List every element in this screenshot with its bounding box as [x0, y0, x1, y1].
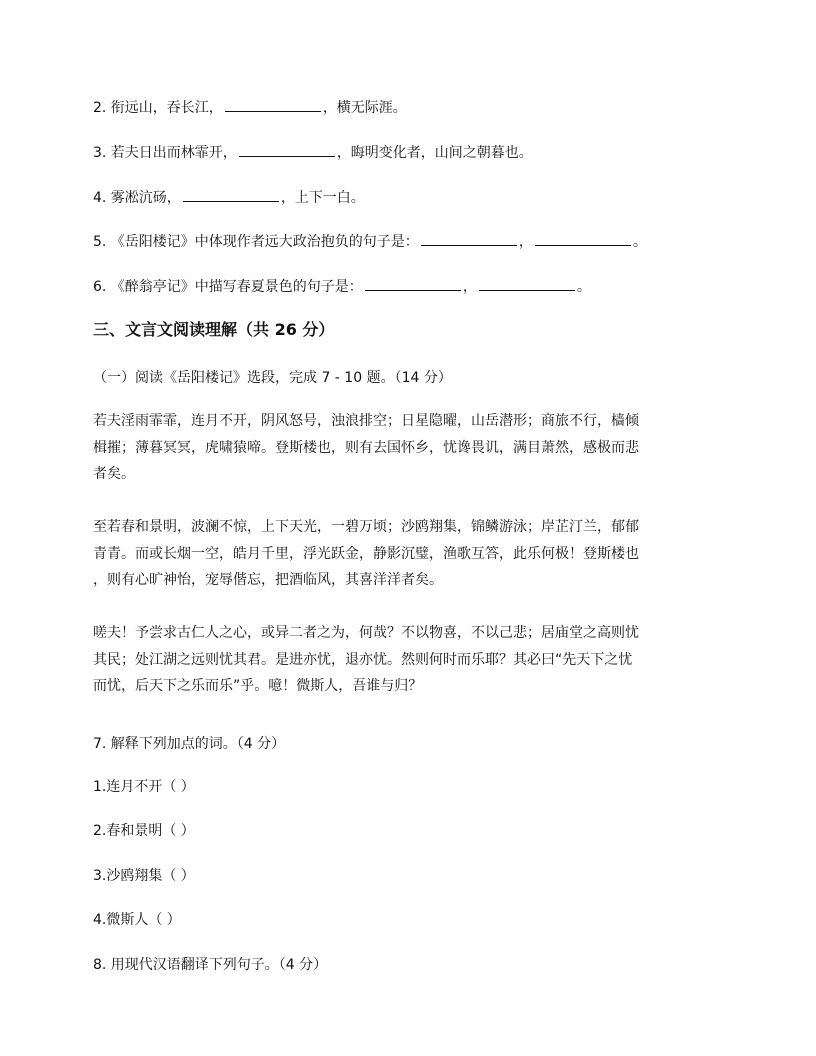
passage-line: 若夫淫雨霏霏，连月不开，阴风怒号，浊浪排空；日星隐曜，山岳潜形；商旅不行，樯倾 — [93, 413, 639, 429]
passage-paragraph-2 — [93, 514, 723, 594]
fill-blank-q2 — [93, 97, 733, 117]
q4-before: 4. 雾凇沆砀， — [93, 190, 181, 206]
passage-line: 青青。而或长烟一空，皓月千里，浮光跃金，静影沉璧，渔歌互答，此乐何极！登斯楼也 — [93, 545, 639, 562]
answer-blank[interactable] — [183, 187, 279, 202]
passage-line: 者矣。 — [93, 466, 135, 483]
fill-blank-q6 — [93, 276, 733, 296]
question-7-stem: 7. 解释下列加点的词。（4 分） — [93, 736, 286, 752]
q6-mid: ， — [462, 279, 477, 295]
passage-line: 其民；处江湖之远则忧其君。是进亦忧，退亦忧。然则何时而乐耶？其必曰“先天下之忧 — [93, 651, 633, 668]
passage-paragraph-3 — [93, 620, 723, 700]
passage-line: 至若春和景明，波澜不惊，上下天光，一碧万顷；沙鸥翔集，锦鳞游泳；岸芷汀兰，郁郁 — [93, 519, 639, 535]
reading-sub-heading: （一）阅读《岳阳楼记》选段，完成 7 - 10 题。（14 分） — [93, 370, 452, 386]
answer-blank[interactable] — [365, 276, 461, 291]
fill-blank-q5 — [93, 231, 733, 251]
answer-blank[interactable] — [421, 231, 517, 246]
question-7-item: 1.连月不开（ ） — [93, 779, 195, 795]
q5-mid: ， — [518, 234, 533, 250]
q2-before: 2. 衔远山，吞长江， — [93, 100, 223, 116]
q4-after: ，上下一白。 — [280, 190, 365, 206]
passage-line: 嗟夫！予尝求古仁人之心，或异二者之为，何哉？不以物喜，不以己悲；居庙堂之高则忧 — [93, 625, 639, 641]
question-7-item: 3.沙鸥翔集（ ） — [93, 868, 195, 884]
answer-blank[interactable] — [239, 142, 335, 157]
answer-blank[interactable] — [479, 276, 575, 291]
q5-before: 5. 《岳阳楼记》中体现作者远大政治抱负的句子是： — [93, 234, 419, 250]
question-8-stem: 8. 用现代汉语翻译下列句子。（4 分） — [93, 957, 328, 973]
fill-blank-q3 — [93, 142, 733, 162]
passage-line: ，则有心旷神怡，宠辱偕忘，把酒临风，其喜洋洋者矣。 — [93, 572, 443, 589]
q2-after: ，横无际涯。 — [322, 100, 407, 116]
passage-paragraph-1 — [93, 408, 723, 488]
fill-blank-q4 — [93, 187, 733, 207]
question-7-item: 2.春和景明（ ） — [93, 823, 195, 839]
q3-before: 3. 若夫日出而林霏开， — [93, 145, 237, 161]
q5-after: 。 — [632, 234, 647, 250]
passage-line: 楫摧；薄暮冥冥，虎啸猿啼。登斯楼也，则有去国怀乡，忧谗畏讥，满目萧然，感极而悲 — [93, 439, 639, 456]
q6-before: 6. 《醉翁亭记》中描写春夏景色的句子是： — [93, 279, 363, 295]
question-7-item: 4.微斯人（ ） — [93, 912, 181, 928]
passage-line: 而忧，后天下之乐而乐”乎。噫！微斯人，吾谁与归？ — [93, 678, 423, 695]
q6-after: 。 — [576, 279, 591, 295]
answer-blank[interactable] — [535, 231, 631, 246]
q3-after: ，晦明变化者，山间之朝暮也。 — [336, 145, 533, 161]
section-heading: 三、文言文阅读理解（共 26 分） — [93, 320, 335, 339]
answer-blank[interactable] — [225, 97, 321, 112]
